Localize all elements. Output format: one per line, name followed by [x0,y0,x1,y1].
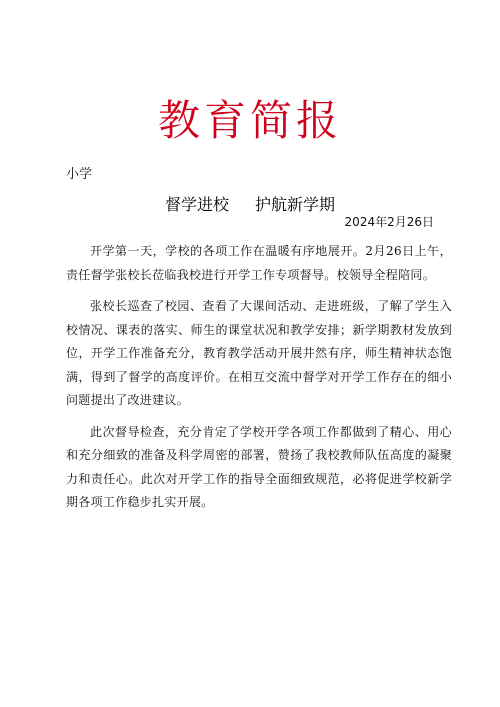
headline-part-1: 督学进校 [164,195,229,214]
headline-part-2: 护航新学期 [255,195,336,214]
article-date: 2024年2月26日 [344,215,434,229]
article-body [66,240,452,523]
article-headline [0,197,500,213]
paragraph: 此次督导检查，充分肯定了学校开学各项工作都做到了精心、用心和充分细致的准备及科学周密的部署，赞扬了我校教师队伍高度的凝聚力和责任心。此次对开学工作的指导全面细致规范，必将促进学校新学期各项工作稳步扎实开展。 [66,424,452,509]
school-name: 小学 [66,167,93,182]
paragraph: 张校长巡查了校园、查看了大课间活动、走进班级，了解了学生入校情况、课表的落实、师生的课堂状况和教学安排；新学期教材发放到位，开学工作准备充分，教育教学活动开展井然有序，师生精神状态饱满，得到了督学的高度评价。在相互交流中督学对开学工作存在的细小问题提出了改进建议。 [66,299,452,407]
masthead-title: 教育简报 [157,96,342,145]
paragraph: 开学第一天，学校的各项工作在温暖有序地展开。2月26日上午，责任督学张校长莅临我校进行开学工作专项督导。校领导全程陪同。 [66,244,452,282]
